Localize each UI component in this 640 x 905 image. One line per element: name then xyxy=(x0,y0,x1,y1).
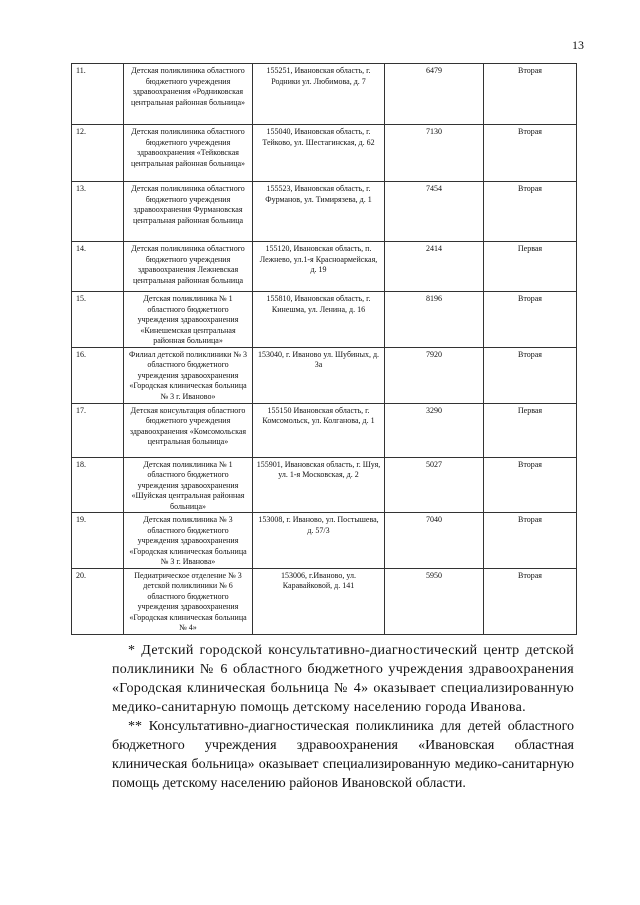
clinic-address: 155150 Ивановская область, г. Комсомольск, ул. Колганова, д. 1 xyxy=(253,403,385,457)
clinic-address: 155251, Ивановская область, г. Родники ул. Любимова, д. 7 xyxy=(253,64,385,125)
row-number: 11. xyxy=(72,64,124,125)
capacity-value: 5950 xyxy=(385,568,484,634)
footnote-1: * Детский городской консультативно-диагностический центр детской поликлиники № 6 областного бюджетного учреждения здравоохранения «Городская клиническая больница № 4» оказывает специализированную медико-санитарную помощь детскому населению города Иванова. xyxy=(112,643,574,715)
row-number: 17. xyxy=(72,403,124,457)
clinics-table xyxy=(71,63,577,635)
category-value: Вторая xyxy=(484,568,577,634)
row-number: 14. xyxy=(72,242,124,292)
category-value: Вторая xyxy=(484,457,577,513)
table-row xyxy=(72,242,577,292)
clinic-address: 153008, г. Иваново, ул. Постышева, д. 57/3 xyxy=(253,513,385,569)
row-number: 13. xyxy=(72,182,124,242)
row-number: 20. xyxy=(72,568,124,634)
capacity-value: 2414 xyxy=(385,242,484,292)
category-value: Вторая xyxy=(484,64,577,125)
category-value: Вторая xyxy=(484,513,577,569)
category-value: Первая xyxy=(484,242,577,292)
clinic-address: 155523, Ивановская область, г. Фурманов, ул. Тимирязева, д. 1 xyxy=(253,182,385,242)
capacity-value: 7130 xyxy=(385,125,484,182)
capacity-value: 6479 xyxy=(385,64,484,125)
category-value: Вторая xyxy=(484,182,577,242)
clinic-address: 155120, Ивановская область, п. Лежнево, ул.1-я Красноармейская, д. 19 xyxy=(253,242,385,292)
clinic-address: 155040, Ивановская область, г. Тейково, ул. Шестагинская, д. 62 xyxy=(253,125,385,182)
clinic-name: Детская поликлиника областного бюджетного учреждения здравоохранения «Тейковская центральная районная больница» xyxy=(124,125,253,182)
category-value: Первая xyxy=(484,403,577,457)
table-row xyxy=(72,568,577,634)
clinic-address: 155901, Ивановская область, г. Шуя, ул. 1-я Московская, д. 2 xyxy=(253,457,385,513)
row-number: 19. xyxy=(72,513,124,569)
clinic-name: Филиал детской поликлиники № 3 областного бюджетного учреждения здравоохранения «Городская клиническая больница № 3 г. Иваново» xyxy=(124,347,253,403)
table-row xyxy=(72,292,577,348)
row-number: 18. xyxy=(72,457,124,513)
row-number: 16. xyxy=(72,347,124,403)
page-number: 13 xyxy=(572,38,584,52)
footnote-2: ** Консультативно-диагностическая поликлиника для детей областного бюджетного учреждения здравоохранения «Ивановская областная клиническая больница» оказывает специализированную медико-санитарную помощь детскому населению районов Ивановской области. xyxy=(112,719,574,791)
clinic-address: 153006, г.Иваново, ул. Каравайковой, д. 141 xyxy=(253,568,385,634)
capacity-value: 7454 xyxy=(385,182,484,242)
row-number: 12. xyxy=(72,125,124,182)
clinic-address: 153040, г. Иваново ул. Шубиных, д. 3а xyxy=(253,347,385,403)
clinic-name: Детская поликлиника областного бюджетного учреждения здравоохранения «Родниковская центральная районная больница» xyxy=(124,64,253,125)
category-value: Вторая xyxy=(484,125,577,182)
capacity-value: 8196 xyxy=(385,292,484,348)
clinic-address: 155810, Ивановская область, г. Кинешма, ул. Ленина, д. 16 xyxy=(253,292,385,348)
table-row xyxy=(72,347,577,403)
clinic-name: Детская поликлиника областного бюджетного учреждения здравоохранения Фурмановская центральная районная больница xyxy=(124,182,253,242)
table-row xyxy=(72,513,577,569)
table-row xyxy=(72,403,577,457)
capacity-value: 3290 xyxy=(385,403,484,457)
table-row xyxy=(72,125,577,182)
clinic-name: Детская поликлиника № 1 областного бюджетного учреждения здравоохранения «Шуйская центральная районная больница» xyxy=(124,457,253,513)
table-row xyxy=(72,182,577,242)
table-row xyxy=(72,457,577,513)
clinic-name: Детская поликлиника № 3 областного бюджетного учреждения здравоохранения «Городская клиническая больница № 3 г. Иванова» xyxy=(124,513,253,569)
row-number: 15. xyxy=(72,292,124,348)
category-value: Вторая xyxy=(484,347,577,403)
clinic-name: Педиатрическое отделение № 3 детской поликлиники № 6 областного бюджетного учреждения здравоохранения «Городская клиническая больница № 4» xyxy=(124,568,253,634)
clinic-name: Детская консультация областного бюджетного учреждения здравоохранения «Комсомольская центральная больница» xyxy=(124,403,253,457)
clinic-name: Детская поликлиника областного бюджетного учреждения здравоохранения Лежневская центральная районная больница xyxy=(124,242,253,292)
capacity-value: 7920 xyxy=(385,347,484,403)
category-value: Вторая xyxy=(484,292,577,348)
footnotes xyxy=(112,641,574,793)
table-row xyxy=(72,64,577,125)
capacity-value: 5027 xyxy=(385,457,484,513)
capacity-value: 7040 xyxy=(385,513,484,569)
clinic-name: Детская поликлиника № 1 областного бюджетного учреждения здравоохранения «Кинешемская центральная районная больница» xyxy=(124,292,253,348)
